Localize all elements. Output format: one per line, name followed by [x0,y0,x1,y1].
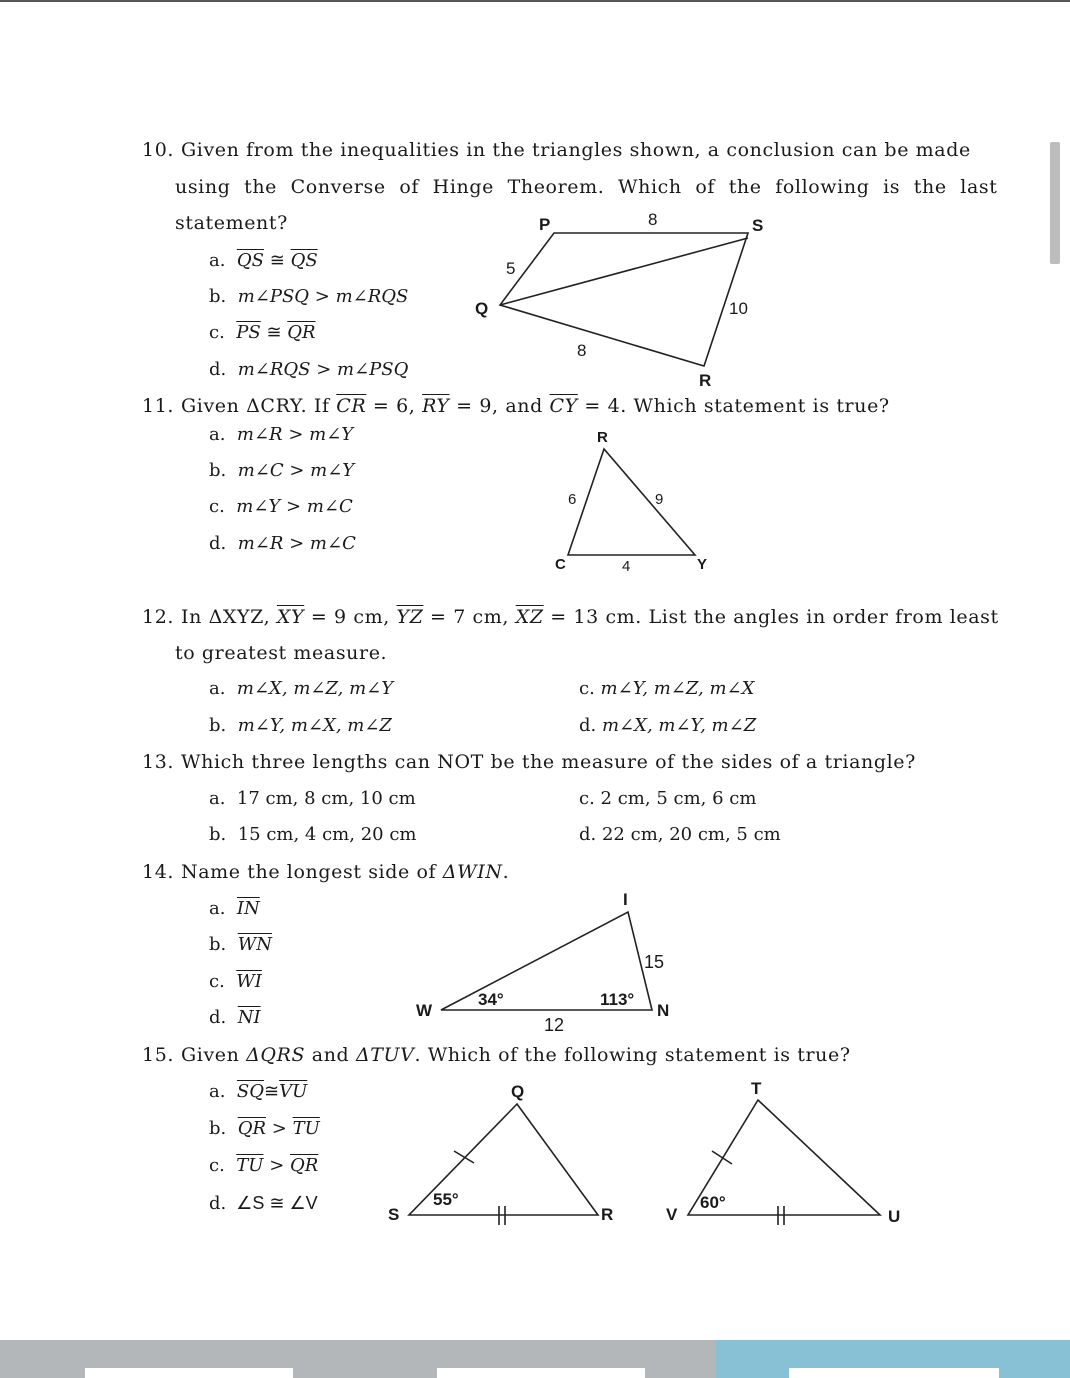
stem-part: . Which of the following statement is true? [414,1044,851,1066]
segment-wn: $\overline{WN}$ [237,934,272,955]
relation: > [269,1155,285,1176]
option-text: m∠RQS > m∠PSQ [237,359,409,380]
relation: ≅ [264,1081,280,1102]
q15-number: 15. [142,1044,175,1066]
option-letter: c. [209,322,225,343]
stem-part: . [502,861,510,883]
segment-qr: $\overline{QR}$ [237,1118,267,1139]
option-letter: a. [209,898,226,919]
angle-n-label: 113° [600,990,635,1009]
option-letter: a. [209,1081,226,1102]
toolbar-slot[interactable] [789,1368,999,1378]
q12-line2: to greatest measure. [175,642,388,664]
option-letter: c. [579,788,595,809]
vertex-q-label: Q [475,299,489,318]
option-letter: c. [209,1155,225,1176]
segment-ni: $\overline{NI}$ [237,1007,261,1028]
option-text: 15 cm, 4 cm, 20 cm [237,824,417,845]
option-text: 2 cm, 5 cm, 6 cm [600,788,757,809]
option-text: m∠Y, m∠X, m∠Z [237,715,392,736]
vertex-i-label: I [623,890,628,909]
option-letter: b. [209,460,227,481]
option-text: m∠R > m∠C [237,533,356,554]
vertex-s-label: S [388,1205,400,1224]
vertex-p-label: P [539,215,551,234]
stem-part: = 4. Which statement is true? [577,395,890,417]
q10-number: 10. [142,139,175,161]
side-sr-length: 10 [729,299,748,318]
tick-mark-sq [454,1151,474,1163]
vertex-t-label: T [751,1079,762,1098]
angle-w-label: 34° [478,990,504,1009]
segment-yz: $\overline{YZ}$ [396,606,424,628]
side-qr-length: 8 [577,341,587,360]
vertex-r-label: R [699,371,712,390]
side-pq-length: 5 [506,259,516,278]
option-text: m∠C > m∠Y [237,460,355,481]
segment-sq: $\overline{SQ}$ [236,1081,264,1102]
side-cy-length: 4 [622,558,631,575]
vertex-u-label: U [888,1207,901,1226]
segment-xy: $\overline{XY}$ [276,606,305,628]
option-text: m∠PSQ > m∠RQS [237,286,409,307]
q13-text: Which three lengths can NOT be the measure of the sides of a triangle? [181,751,916,773]
option-letter: a. [209,678,226,699]
toolbar-slot[interactable] [85,1368,293,1378]
option-text: 22 cm, 20 cm, 5 cm [601,824,781,845]
relation: > [271,1118,287,1139]
stem-part: Given ΔCRY. If [181,395,337,417]
q13-number: 13. [142,751,175,773]
vertex-n-label: N [657,1001,670,1020]
vertex-r-label: R [601,1205,614,1224]
side-ps-length: 8 [648,210,658,229]
q10-line3: statement? [175,212,288,234]
segment-xz: $\overline{XZ}$ [515,606,544,628]
vertex-y-label: Y [697,556,708,573]
side-wn-length: 12 [544,1015,565,1035]
segment-in: $\overline{IN}$ [236,898,260,919]
vertex-v-label: V [666,1205,678,1224]
stem-part: = 6, [366,395,423,417]
side-ry-length: 9 [655,491,664,508]
option-letter: a. [209,424,226,445]
side-cr-length: 6 [568,491,577,508]
option-text: ∠S ≅ ∠V [236,1193,318,1213]
option-text: m∠X, m∠Z, m∠Y [236,678,394,699]
triangle-name: ΔQRS [246,1044,306,1066]
stem-part: = 7 cm, [423,606,516,628]
stem-part: and [305,1044,356,1066]
segment-qs: $\overline{QS}$ [290,250,318,271]
side-in-length: 15 [644,952,665,972]
vertex-w-label: W [416,1001,433,1020]
option-letter: b. [209,1118,227,1139]
segment-vu: $\overline{VU}$ [279,1081,308,1102]
q14-number: 14. [142,861,175,883]
angle-s-label: 55° [433,1190,459,1209]
option-letter: d. [209,533,227,554]
segment-cr: $\overline{CR}$ [336,395,367,417]
option-text: m∠R > m∠Y [236,424,354,445]
triangle-name: ΔTUV [355,1044,415,1066]
stem-part: = 9 cm, [304,606,397,628]
stem-part: = 9, and [449,395,550,417]
segment-tu: $\overline{TU}$ [236,1155,264,1176]
option-letter: d. [579,824,597,845]
option-letter: b. [209,934,227,955]
tick-mark-vt [712,1151,732,1164]
option-letter: c. [579,678,595,699]
relation: ≅ [269,250,285,271]
option-letter: d. [209,359,227,380]
stem-part: = 13 cm. List the angles in order from least [543,606,999,628]
vertex-s-label: S [752,216,764,235]
option-letter: d. [579,715,597,736]
option-letter: c. [209,971,225,992]
segment-tu: $\overline{TU}$ [292,1118,320,1139]
q11-number: 11. [142,395,175,417]
angle-v-label: 60° [700,1193,726,1212]
option-letter: d. [209,1193,227,1214]
stem-part: Name the longest side of [181,861,443,883]
segment-ps: $\overline{PS}$ [236,322,261,343]
option-text: m∠Y, m∠Z, m∠X [600,678,755,699]
option-letter: c. [209,496,225,517]
stem-part: In ΔXYZ, [181,606,277,628]
triangle-name: ΔWIN [442,861,503,883]
option-letter: a. [209,788,226,809]
segment-qr: $\overline{QR}$ [290,1155,319,1176]
segment-cy: $\overline{CY}$ [549,395,578,417]
vertex-r-label: R [597,429,608,446]
relation: ≅ [266,322,282,343]
q10-line1: Given from the inequalities in the triangles shown, a conclusion can be made [181,139,971,161]
bottom-toolbar [0,1340,1070,1378]
q10-line2: using the Converse of Hinge Theorem. Which of the following is the last [175,176,998,198]
option-letter: d. [209,1007,227,1028]
segment-qr: $\overline{QR}$ [287,322,316,343]
vertex-c-label: C [555,556,566,573]
stem-part: Given [181,1044,247,1066]
segment-ry: $\overline{RY}$ [422,395,450,417]
option-letter: b. [209,824,227,845]
segment-qs: $\overline{QS}$ [236,250,264,271]
segment-wi: $\overline{WI}$ [236,971,262,992]
option-text: m∠Y > m∠C [236,496,353,517]
vertex-q-label: Q [511,1082,525,1101]
option-text: 17 cm, 8 cm, 10 cm [236,788,416,809]
option-letter: b. [209,715,227,736]
option-text: m∠X, m∠Y, m∠Z [601,715,757,736]
option-letter: b. [209,286,227,307]
toolbar-slot[interactable] [437,1368,645,1378]
q12-number: 12. [142,606,175,628]
option-letter: a. [209,250,226,271]
